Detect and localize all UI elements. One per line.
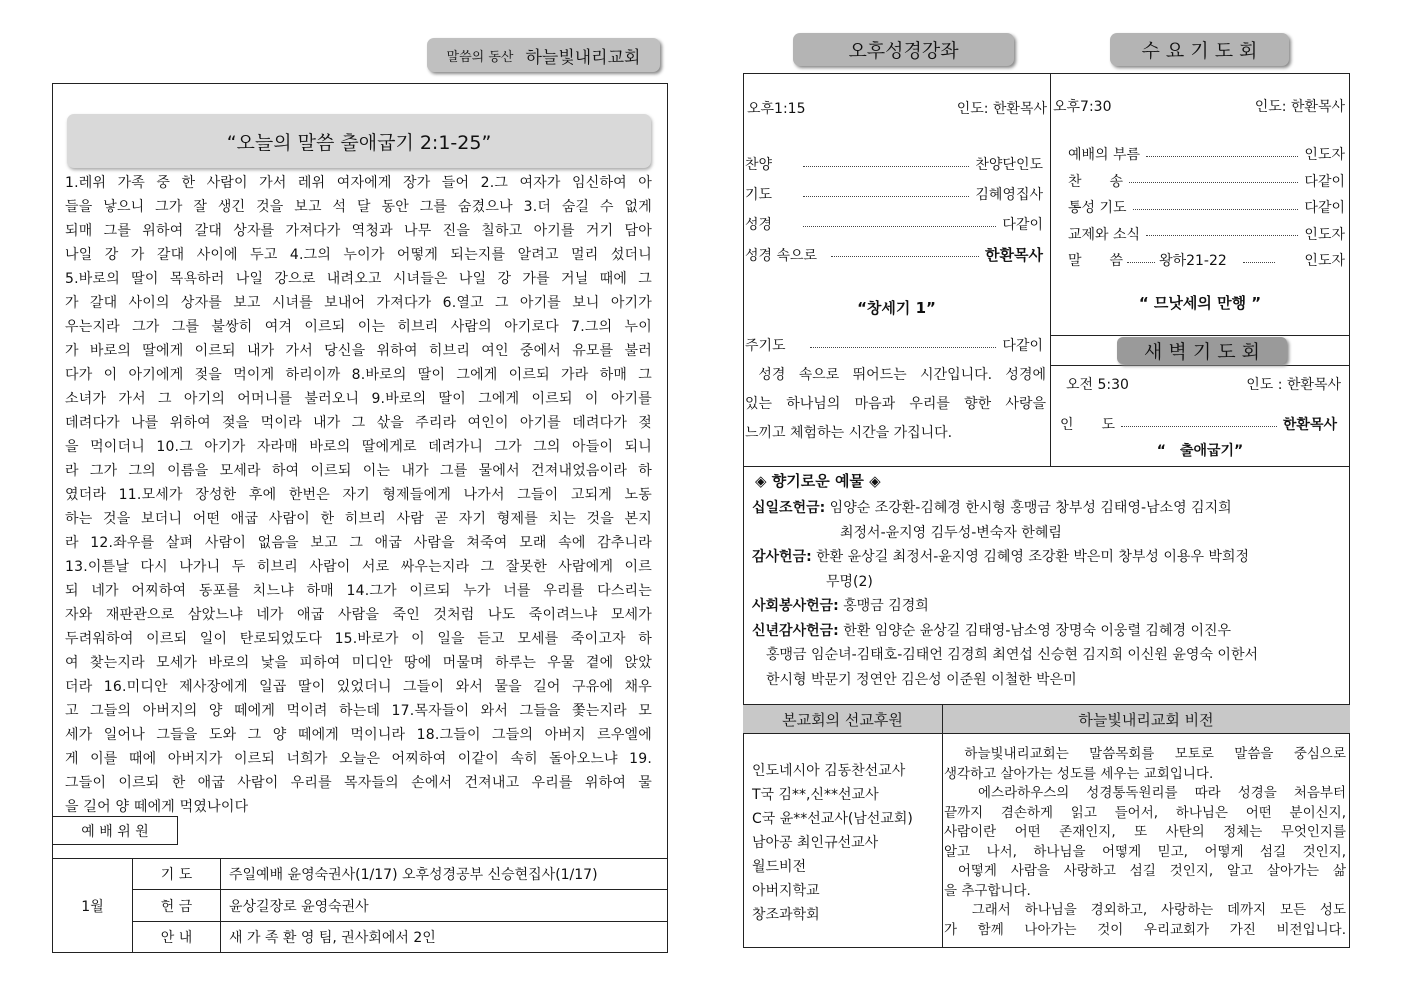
order-label: 말 씀 xyxy=(1068,253,1124,269)
order-item xyxy=(745,244,1043,265)
order-value: 찬양단인도 xyxy=(975,157,1043,173)
mission-item: 월드비전 xyxy=(752,859,807,875)
wednesday-badge xyxy=(1110,33,1289,66)
vision-line: 생각하고 살아가는 성도를 세우는 교회입니다. xyxy=(944,765,1214,782)
description-line: 있는 하나님의 마음과 우리를 향한 사랑을 xyxy=(745,396,1046,412)
dawn-leader: 인도 : 한환목사 xyxy=(1246,377,1341,393)
wednesday-badge-text: 수 요 기 도 회 xyxy=(1141,40,1258,62)
offering-line xyxy=(752,546,1249,566)
wednesday-time: 오후7:30 xyxy=(1053,99,1112,115)
church-name: 하늘빛내리교회 xyxy=(525,47,641,68)
leader-dots xyxy=(1243,262,1275,263)
order-mid: 왕하21-22 xyxy=(1159,253,1227,269)
committee-role xyxy=(132,889,221,922)
sermon-title: “오늘의 말씀 출애굽기 2:1-25” xyxy=(226,131,492,154)
dawn-item xyxy=(1060,414,1337,434)
committee-month xyxy=(52,858,133,953)
offering-names: 한환 임양순 윤상길 김태영-남소영 장명숙 이웅렬 김혜경 이진우 xyxy=(843,622,1232,639)
scripture-line: 다가 이 아기에게 젖을 먹이게 하리이까 8.바로의 딸이 그에게 이르되 가라 하매 그 xyxy=(65,367,652,383)
order-value: 인도자 xyxy=(1304,253,1345,269)
scripture-line: 을 길어 양 떼에게 먹였나이다 xyxy=(65,799,249,815)
leader-dots xyxy=(1146,235,1298,236)
offering-label: 감사헌금: xyxy=(752,549,812,565)
order-value: 인도자 xyxy=(1304,226,1345,243)
mission-item: C국 윤**선교사(남선교회) xyxy=(752,811,913,827)
scripture-line: 하는 것을 보더니 어떤 애굽 사람이 한 히브리 사람 곧 자기 형제를 치는 것을 본지 xyxy=(65,511,652,527)
vision-line: 가 함께 나아가는 것이 우리교회가 가진 비전입니다. xyxy=(944,921,1346,938)
offering-names: 홍맹금 김경희 xyxy=(843,598,929,614)
committee-value xyxy=(220,889,668,922)
vision-line: 에스라하우스의 성경통독원리를 따라 성경을 처음부터 xyxy=(944,785,1346,801)
order-label: 성경 속으로 xyxy=(745,247,818,264)
offering-label: 십일조헌금: xyxy=(752,500,826,516)
mission-item: 인도네시아 김동찬선교사 xyxy=(752,763,906,779)
scripture-line: 두려워하여 이르되 일이 탄로되었도다 15.바로가 이 일을 듣고 모세를 죽이고자 하 xyxy=(65,631,652,647)
missions-header: 본교회의 선교후원 xyxy=(782,711,903,729)
wednesday-header xyxy=(1053,96,1345,116)
vision-line: 끝까지 겸손하게 읽고 들어서, 하나님은 어떤 분이신지, xyxy=(944,804,1346,821)
leader-dots xyxy=(803,166,969,167)
divider xyxy=(1050,73,1051,467)
scripture-line: 되매 그를 위하여 갈대 상자를 가져다가 역청과 나무 진을 칠하고 아기를 거기 담아 xyxy=(65,223,652,239)
dawn-header xyxy=(1066,374,1341,394)
dawn-badge xyxy=(1117,337,1287,364)
scripture-line: 였더라 11.모세가 장성한 후에 한번은 자기 형제들에게 나가서 그들이 고되게 노동 xyxy=(65,487,652,503)
leader-dots xyxy=(1121,426,1277,427)
scripture-line: 게 이를 때에 아버지가 이르되 너희가 오늘은 어찌하여 이같이 속히 돌아오느냐 19. xyxy=(65,751,652,767)
closing-value: 다같이 xyxy=(1002,338,1043,354)
order-label: 찬양 xyxy=(745,157,773,173)
description-line: 느끼고 체험하는 시간을 가집니다. xyxy=(745,425,953,441)
value-text: 주일예배 윤영숙권사(1/17) 오후성경공부 신승현집사(1/17) xyxy=(229,867,598,883)
order-item xyxy=(745,184,1043,204)
vision-line: 사람이란 어떤 존재인지, 또 사탄의 정체는 무엇인지를 xyxy=(944,824,1346,840)
leader-dots xyxy=(810,347,997,348)
scripture-line: 가 갈대 사이의 상자를 보고 시녀를 보내어 가져다가 6.열고 그 아기를 보니 아기가 xyxy=(65,295,652,311)
role-text: 안 내 xyxy=(160,930,193,946)
order-label: 성경 xyxy=(745,217,773,233)
offering-line xyxy=(752,595,929,615)
scripture-line: 고 그들의 아버지의 양 떼에게 먹이려 하는데 17.목자들이 와서 그들을 쫓는지라 모 xyxy=(65,703,652,719)
header-subtitle: 말씀의 동산 xyxy=(446,49,514,65)
value-text: 윤상길장로 윤영숙권사 xyxy=(229,898,369,915)
leader-dots xyxy=(831,256,979,257)
scripture-line: 나일 강 가 갈대 사이에 두고 4.그의 누이가 어떻게 되는지를 알려고 멀리 섰더니 xyxy=(65,247,652,263)
afternoon-time: 오후1:15 xyxy=(747,101,806,117)
leader-dots xyxy=(803,226,996,227)
committee-label: 예 배 위 원 xyxy=(81,823,149,840)
leader-dots xyxy=(1127,262,1155,263)
divider xyxy=(743,466,1350,467)
scripture-line: 을 먹이더니 10.그 아기가 자라매 바로의 딸에게로 데려가니 그가 그의 아들이 되니 xyxy=(65,439,652,455)
afternoon-sermon: “창세기 1” xyxy=(857,299,936,317)
scripture-line: 되 네가 어찌하여 동포를 치느냐 하매 14.그가 이르되 누가 너를 우리를 다스리는 xyxy=(65,583,652,599)
dawn-badge-text: 새 벽 기 도 회 xyxy=(1144,341,1260,363)
vision-header: 하늘빛내리교회 비전 xyxy=(1078,711,1214,729)
order-label: 기도 xyxy=(745,187,773,203)
vision-line: 을 추구합니다. xyxy=(944,882,1031,899)
order-value: 한환목사 xyxy=(985,246,1043,264)
order-item xyxy=(1068,171,1345,191)
leader-dots xyxy=(1129,182,1298,183)
order-item xyxy=(745,154,1043,174)
afternoon-header xyxy=(747,98,1047,118)
scripture-line: 5.바로의 딸이 목욕하러 나일 강으로 내려오고 시녀들은 나일 강 가를 거닐 때에 그 xyxy=(65,271,652,287)
scripture-line: 1.레위 가족 중 한 사람이 가서 레위 여자에게 장가 들어 2.그 여자가 임신하여 아 xyxy=(65,175,652,191)
offering-label: 신년감사헌금: xyxy=(752,622,839,639)
offering-names: 임양순 조강환-김혜경 한시형 홍맹금 창부성 김태영-남소영 김지희 xyxy=(829,500,1232,516)
scripture-line: 들을 낳으니 그가 잘 생긴 것을 보고 석 달 동안 그를 숨겼으나 3.더 숨길 수 없게 xyxy=(65,199,652,215)
scripture-line: 라 12.좌우를 살펴 사람이 없음을 보고 그 애굽 사람을 쳐죽여 모래 속에 감추니라 xyxy=(65,535,652,551)
offering-names: 최정서-윤지영 김두성-변숙자 한혜림 xyxy=(840,524,1062,541)
wednesday-sermon: “ 므낫세의 만행 ” xyxy=(1138,294,1262,312)
order-value: 다같이 xyxy=(1002,217,1043,233)
scripture-line: 가 바로의 딸에게 이르되 내가 가서 당신을 위하여 히브리 여인 중에서 유모를 불러 xyxy=(65,343,652,359)
scripture-line: 여 찾는지라 모세가 바로의 낯을 피하여 미디안 땅에 머물며 하루는 우물 곁에 앉았 xyxy=(65,655,652,671)
order-item xyxy=(1068,197,1345,217)
afternoon-badge-text: 오후성경강좌 xyxy=(848,40,959,62)
order-label: 통성 기도 xyxy=(1068,200,1127,216)
month-text: 1월 xyxy=(81,898,104,915)
committee-value xyxy=(220,858,668,890)
scripture-line: 데려다가 나를 위하여 젖을 먹이라 내가 그 삯을 주리라 여인이 아기를 데려다가 젖 xyxy=(65,415,652,431)
dawn-time: 오전 5:30 xyxy=(1066,377,1129,393)
value-text: 새 가 족 환 영 팀, 권사회에서 2인 xyxy=(229,930,436,946)
dawn-value: 한환목사 xyxy=(1282,417,1337,433)
closing-label: 주기도 xyxy=(745,338,786,354)
committee-value xyxy=(220,921,668,953)
mission-item: T국 김**,신**선교사 xyxy=(752,787,879,803)
scripture-line: 세가 일어나 그들을 도와 그 양 떼에게 먹이니라 18.그들이 그들의 아버지 르우엘에 xyxy=(65,727,652,743)
scripture-line: 라 그가 그의 이름을 모세라 하여 이르되 이는 내가 그를 물에서 건져내었음이라 하 xyxy=(65,463,652,479)
scripture-line: 더라 16.미디안 제사장에게 일곱 딸이 있었더니 그들이 와서 물을 길어 구유에 채우 xyxy=(65,679,652,695)
divider xyxy=(942,704,943,948)
vision-line: 어떻게 사람을 사랑하고 섬길 것인지, 알고 살아가는 삶 xyxy=(944,863,1346,879)
sermon-title-bar xyxy=(67,114,651,168)
mission-item: 아버지학교 xyxy=(752,883,820,899)
committee-label-box xyxy=(52,816,178,845)
afternoon-leader: 인도: 한환목사 xyxy=(956,101,1047,117)
role-text: 헌 금 xyxy=(160,898,193,915)
offering-line xyxy=(840,522,1062,542)
committee-role xyxy=(132,858,221,890)
description-line: 성경 속으로 뛰어드는 시간입니다. 성경에 xyxy=(745,367,1046,383)
leader-dots xyxy=(1146,156,1298,157)
committee-role xyxy=(132,921,221,953)
offering-names: 무명(2) xyxy=(826,573,873,590)
divider xyxy=(1050,335,1350,336)
order-item xyxy=(1068,250,1345,270)
header-badge xyxy=(427,38,660,72)
order-value: 다같이 xyxy=(1304,173,1345,190)
offering-names: 한시형 박문기 정연안 김은성 이준원 이철한 박은미 xyxy=(766,671,1077,688)
offering-line xyxy=(766,669,1077,689)
order-label: 교제와 소식 xyxy=(1068,226,1141,243)
vision-line: 알고 나서, 하나님을 어떻게 믿고, 어떻게 섬길 것인지, xyxy=(944,843,1346,860)
scripture-line: 소녀가 가서 그 아기의 어머니를 불러오니 9.바로의 딸이 그에게 이르되 이 아기를 xyxy=(65,391,652,407)
scripture-line: 그들이 이르되 한 애굽 사람이 우리를 목자들의 손에서 건져내고 우리를 위하여 물 xyxy=(65,775,652,791)
closing-prayer xyxy=(745,335,1043,355)
offering-names: 한환 윤상길 최정서-윤지영 김혜영 조강환 박은미 창부성 이용우 박희정 xyxy=(816,549,1250,565)
order-item xyxy=(1068,224,1345,244)
order-value: 인도자 xyxy=(1304,147,1345,163)
order-label: 찬 송 xyxy=(1068,173,1124,190)
leader-dots xyxy=(803,196,969,197)
vision-line: 그래서 하나님을 경외하고, 사랑하는 데까지 모든 성도 xyxy=(944,902,1346,918)
order-item xyxy=(1068,144,1345,164)
mission-item: 창조과학회 xyxy=(752,907,820,923)
scripture-line: 자와 재판관으로 삼았느냐 네가 애굽 사람을 죽인 것처럼 나도 죽이려느냐 모세가 xyxy=(65,607,652,623)
order-item xyxy=(745,214,1043,234)
scripture-line: 13.이튿날 다시 나가니 두 히브리 사람이 서로 싸우는지라 그 잘못한 사람에게 이르 xyxy=(65,559,652,575)
vision-line: 하늘빛내리교회는 말씀목회를 모토로 말씀을 중심으로 xyxy=(944,746,1346,762)
offerings-title: ◈ 향기로운 예물 ◈ xyxy=(755,472,881,490)
wednesday-leader: 인도: 한환목사 xyxy=(1254,99,1345,115)
offering-line xyxy=(752,497,1232,517)
offering-line xyxy=(766,644,1258,664)
offering-label: 사회봉사헌금: xyxy=(752,598,839,614)
dawn-label: 인 도 xyxy=(1060,417,1116,433)
order-label: 예배의 부름 xyxy=(1068,147,1141,163)
divider xyxy=(1050,365,1350,366)
offering-line xyxy=(752,620,1231,640)
dawn-sermon: “ 출애굽기” xyxy=(1156,443,1244,459)
scripture-line: 우는지라 그가 그를 불쌍히 여겨 이르되 이는 히브리 사람의 아기로다 7.그의 누이 xyxy=(65,319,652,335)
order-value: 김혜영집사 xyxy=(975,187,1043,203)
role-text: 기 도 xyxy=(160,867,193,883)
offering-line xyxy=(826,571,873,591)
afternoon-badge xyxy=(793,33,1014,66)
mission-item: 남아공 최인규선교사 xyxy=(752,835,879,851)
offering-names: 홍맹금 임순녀-김태호-김태언 김경희 최연섭 신승현 김지희 이신원 윤영숙 이한서 xyxy=(766,647,1258,663)
order-value: 다같이 xyxy=(1304,200,1345,216)
leader-dots xyxy=(1133,209,1299,210)
